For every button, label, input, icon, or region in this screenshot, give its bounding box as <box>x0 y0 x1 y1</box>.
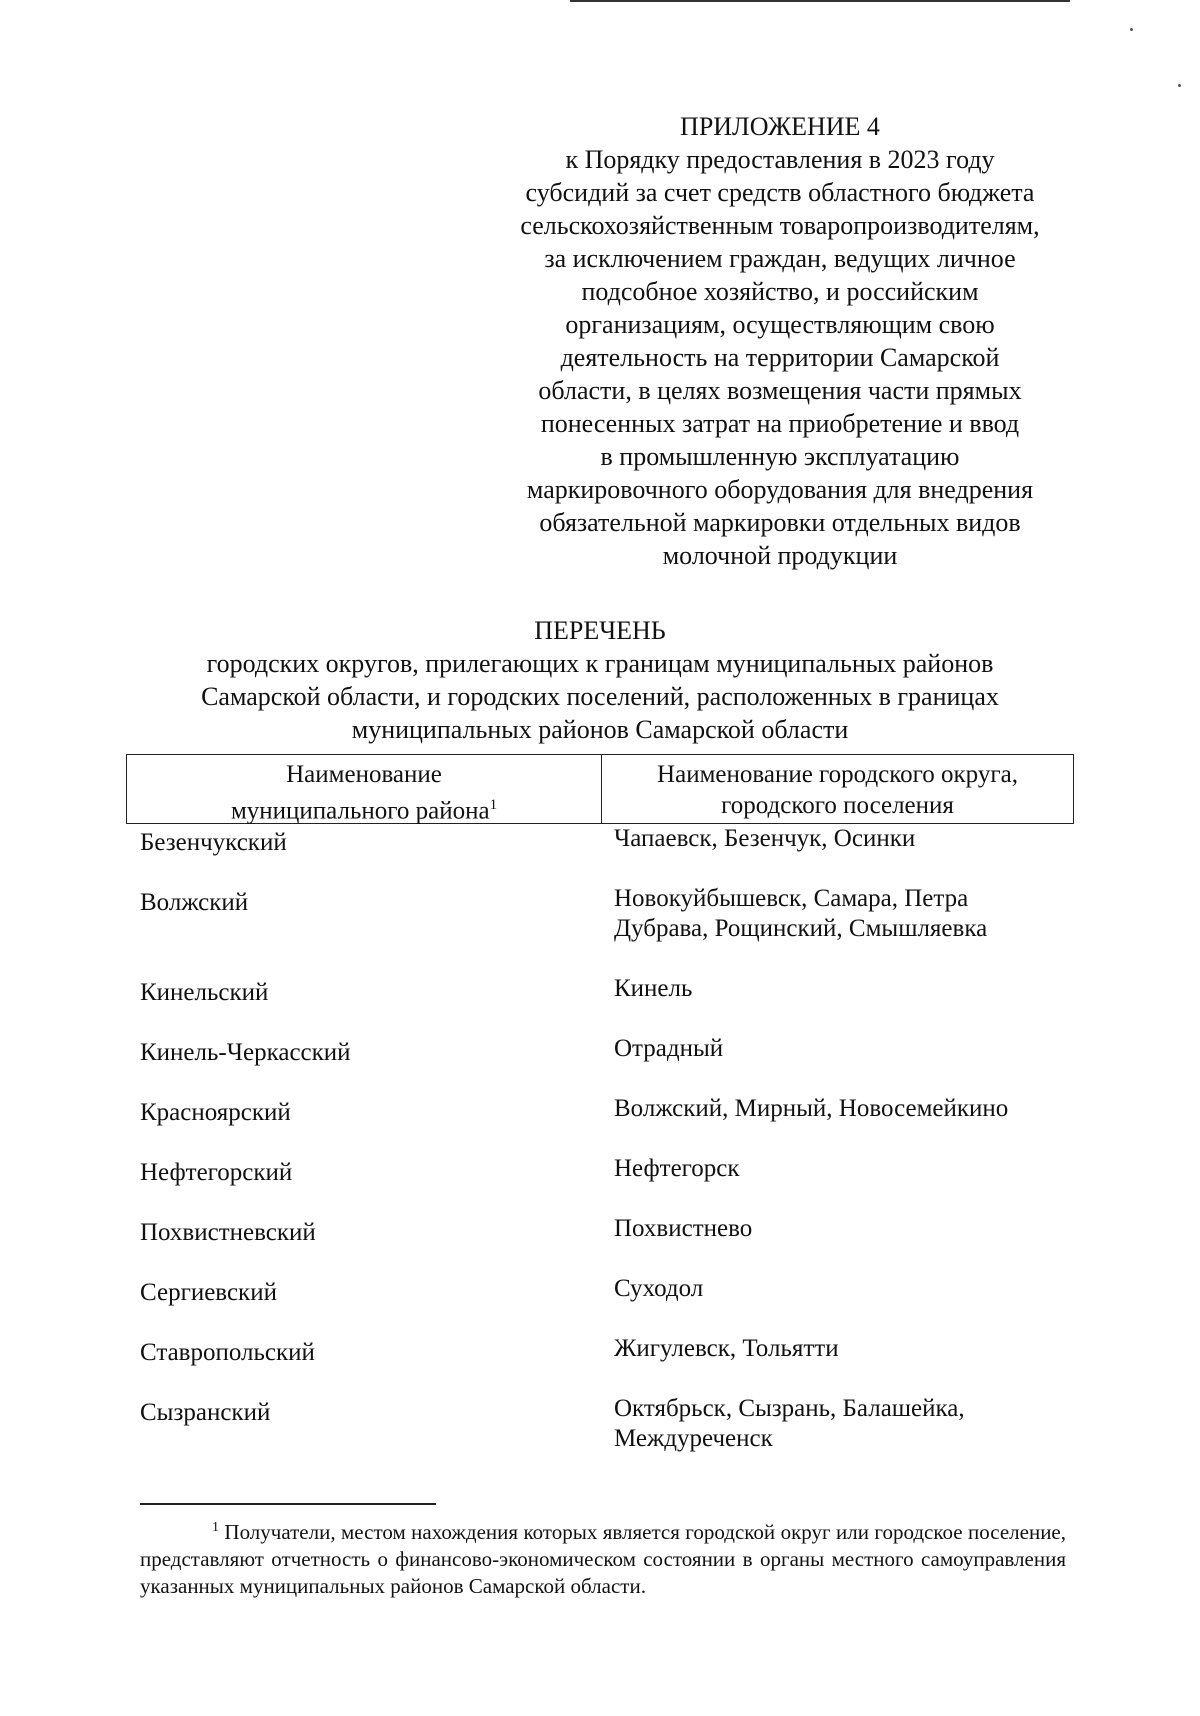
appendix-line: деятельность на территории Самарской <box>560 343 1000 372</box>
appendix-line: маркировочного оборудования для внедрения <box>526 475 1034 504</box>
appendix-line: в промышленную эксплуатацию <box>600 442 960 471</box>
list-heading <box>120 614 1080 746</box>
district-cell: Красноярский <box>140 1099 291 1126</box>
list-subtitle-line: муниципальных районов Самарской области <box>351 715 849 744</box>
settlement-line: Суходол <box>614 1275 704 1302</box>
appendix-line: организациям, осуществляющим свою <box>565 310 995 339</box>
settlement-line: Октябрьск, Сызрань, Балашейка, <box>614 1395 965 1422</box>
table-header <box>126 754 1074 824</box>
settlement-line: Жигулевск, Тольятти <box>614 1335 839 1362</box>
settlement-line: Волжский, Мирный, Новосемейкино <box>614 1095 1009 1122</box>
header-settlement <box>602 755 1073 823</box>
settlement-line: Дубрава, Рощинский, Смышляевка <box>614 915 988 942</box>
footnote-mark: 1 <box>212 1520 219 1535</box>
settlement-cell <box>614 1034 1074 1064</box>
header-district <box>127 755 602 823</box>
settlement-cell <box>614 1094 1074 1124</box>
header-district-text: муниципального района <box>230 797 490 825</box>
appendix-block <box>460 110 1100 572</box>
list-subtitle-line: городских округов, прилегающих к границам муниципальных районов <box>206 649 994 678</box>
header-district-line <box>127 790 601 826</box>
footnote-text: Получатели, местом нахождения которых является городской округ или городское поселение, представляют отчетность о финансово-экономическом состоянии в органы местного самоуправления указанных муниципальных районов Самарской области. <box>140 1520 1067 1598</box>
footnote <box>140 1514 1066 1600</box>
appendix-line: области, в целях возмещения части прямых <box>538 376 1022 405</box>
appendix-line: обязательной маркировки отдельных видов <box>539 508 1021 537</box>
settlement-cell <box>614 1274 1074 1304</box>
settlement-line: Междуреченск <box>614 1425 773 1452</box>
top-rule <box>570 0 1070 2</box>
district-cell: Безенчукский <box>140 829 287 856</box>
district-cell: Волжский <box>140 889 249 916</box>
settlement-cell <box>614 1154 1074 1184</box>
district-cell: Нефтегорский <box>140 1159 293 1186</box>
appendix-line: к Порядку предоставления в 2023 году <box>565 145 995 174</box>
header-settlement-line: городского поселения <box>721 792 954 819</box>
settlement-cell <box>614 884 1074 944</box>
settlement-line: Похвистнево <box>614 1215 753 1242</box>
footnote-separator <box>140 1503 436 1505</box>
list-subtitle-line: Самарской области, и городских поселений, расположенных в границах <box>201 682 999 711</box>
districts-table <box>126 754 1074 1452</box>
appendix-line: за исключением граждан, ведущих личное <box>544 244 1016 273</box>
settlement-cell <box>614 1394 1074 1454</box>
appendix-line: сельскохозяйственным товаропроизводителям, <box>520 211 1040 240</box>
settlement-line: Кинель <box>614 975 693 1002</box>
settlement-cell <box>614 824 1074 854</box>
settlement-cell <box>614 1334 1074 1364</box>
district-cell: Похвистневский <box>140 1219 316 1246</box>
scan-speck <box>1130 28 1133 31</box>
settlement-line: Чапаевск, Безенчук, Осинки <box>614 825 916 852</box>
settlement-line: Отрадный <box>614 1035 724 1062</box>
settlement-cell <box>614 1214 1074 1244</box>
district-cell: Сызранский <box>140 1399 271 1426</box>
district-cell: Кинельский <box>140 979 269 1006</box>
settlement-line: Нефтегорск <box>614 1155 740 1182</box>
appendix-line: субсидий за счет средств областного бюджета <box>525 178 1035 207</box>
district-cell: Ставропольский <box>140 1339 315 1366</box>
settlement-cell <box>614 974 1074 1004</box>
header-settlement-line: Наименование городского округа, <box>657 761 1018 788</box>
appendix-line: молочной продукции <box>662 541 898 570</box>
appendix-title: ПРИЛОЖЕНИЕ 4 <box>680 112 880 141</box>
header-district-line: Наименование <box>286 761 442 788</box>
district-cell: Сергиевский <box>140 1279 277 1306</box>
settlement-line: Новокуйбышевск, Самара, Петра <box>614 885 969 912</box>
list-title: ПЕРЕЧЕНЬ <box>534 616 666 645</box>
district-cell: Кинель-Черкасский <box>140 1039 351 1066</box>
footnote-ref: 1 <box>489 797 498 813</box>
scan-speck <box>1178 84 1181 87</box>
appendix-line: подсобное хозяйство, и российским <box>581 277 979 306</box>
appendix-line: понесенных затрат на приобретение и ввод <box>540 409 1020 438</box>
